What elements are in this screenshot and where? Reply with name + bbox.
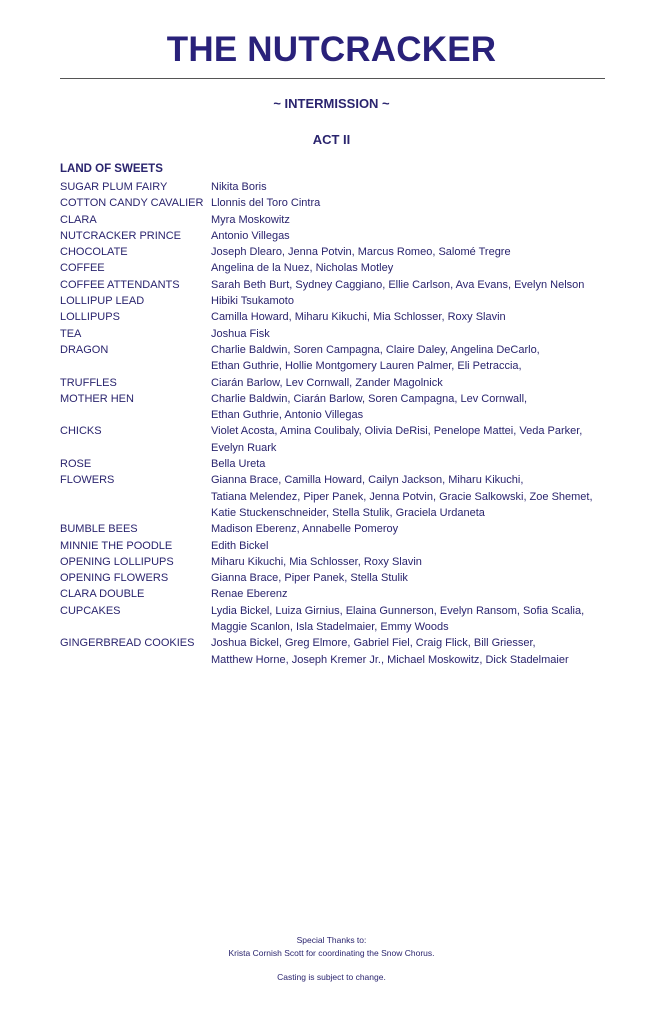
title-divider — [60, 78, 605, 79]
role-name: CLARA — [60, 213, 97, 226]
cast-row — [60, 570, 620, 586]
performer-names — [211, 260, 620, 276]
performer-names — [211, 277, 620, 293]
performer-names — [211, 326, 620, 342]
performer-line: Violet Acosta, Amina Coulibaly, Olivia DeRisi, Penelope Mattei, Veda Parker, — [211, 425, 583, 438]
performer-names — [211, 212, 620, 228]
performer-names — [211, 570, 620, 586]
cast-list — [60, 179, 620, 668]
cast-row — [60, 423, 620, 456]
cast-row — [60, 309, 620, 325]
performer-names — [211, 472, 620, 521]
role-name: MOTHER HEN — [60, 392, 134, 405]
performer-line: Llonnis del Toro Cintra — [211, 197, 321, 210]
act-label: ACT II — [312, 132, 351, 147]
role-name: FLOWERS — [60, 474, 115, 487]
role-name: LOLLIPUP LEAD — [60, 295, 145, 308]
cast-row — [60, 260, 620, 276]
performer-line: Angelina de la Nuez, Nicholas Motley — [211, 262, 394, 275]
cast-row — [60, 391, 620, 424]
performer-line: Gianna Brace, Piper Panek, Stella Stulik — [211, 572, 408, 585]
cast-row — [60, 277, 620, 293]
performer-names — [211, 423, 620, 456]
performer-names — [211, 538, 620, 554]
role-name: CLARA DOUBLE — [60, 588, 145, 601]
performer-names — [211, 635, 620, 668]
performer-line: Hibiki Tsukamoto — [211, 295, 294, 308]
role-name: ROSE — [60, 458, 92, 471]
role-name: CHICKS — [60, 425, 102, 438]
role-name: SUGAR PLUM FAIRY — [60, 181, 168, 193]
performer-names — [211, 309, 620, 325]
performer-line: Katie Stuckenschneider, Stella Stulik, Graciela Urdaneta — [211, 506, 485, 519]
performer-names — [211, 456, 620, 472]
cast-row — [60, 586, 620, 602]
role-name: OPENING LOLLIPUPS — [60, 555, 174, 568]
role-name: COTTON CANDY CAVALIER — [60, 197, 204, 210]
performer-line: Maggie Scanlon, Isla Stadelmaier, Emmy Woods — [211, 621, 449, 634]
performer-line: Evelyn Ruark — [211, 441, 277, 454]
performer-names — [211, 554, 620, 570]
cast-row — [60, 472, 620, 521]
role-name: NUTCRACKER PRINCE — [60, 229, 182, 242]
cast-row — [60, 456, 620, 472]
performer-names — [211, 342, 620, 375]
performer-names — [211, 375, 620, 391]
performer-names — [211, 521, 620, 537]
cast-row — [60, 244, 620, 260]
role-name: TRUFFLES — [60, 376, 117, 389]
intermission-label: ~ INTERMISSION ~ — [273, 96, 390, 111]
section-heading: LAND OF SWEETS — [60, 163, 163, 175]
performer-line: Ciarán Barlow, Lev Cornwall, Zander Magolnick — [211, 376, 443, 389]
role-name: GINGERBREAD COOKIES — [60, 637, 195, 650]
performer-line: Renae Eberenz — [211, 588, 288, 601]
performer-line: Antonio Villegas — [211, 229, 290, 242]
performer-names — [211, 293, 620, 309]
cast-row — [60, 212, 620, 228]
cast-row — [60, 375, 620, 391]
cast-row — [60, 635, 620, 668]
performer-names — [211, 179, 620, 195]
performer-line: Ethan Guthrie, Hollie Montgomery Lauren Palmer, Eli Petraccia, — [211, 360, 522, 373]
role-name: TEA — [60, 327, 82, 340]
performer-line: Tatiana Melendez, Piper Panek, Jenna Potvin, Gracie Salkowski, Zoe Shemet, — [211, 490, 593, 503]
performer-line: Joseph Dlearo, Jenna Potvin, Marcus Romeo, Salomé Tregre — [211, 246, 511, 259]
cast-row — [60, 521, 620, 537]
cast-row — [60, 554, 620, 570]
performer-names — [211, 244, 620, 260]
cast-row — [60, 342, 620, 375]
performer-line: Camilla Howard, Miharu Kikuchi, Mia Schlosser, Roxy Slavin — [211, 311, 506, 324]
performer-line: Joshua Fisk — [211, 327, 270, 340]
role-name: OPENING FLOWERS — [60, 572, 169, 585]
cast-row — [60, 603, 620, 636]
performer-names — [211, 195, 620, 211]
cast-row — [60, 179, 620, 195]
performer-line: Myra Moskowitz — [211, 213, 290, 226]
role-name: BUMBLE BEES — [60, 523, 138, 536]
role-name: COFFEE ATTENDANTS — [60, 278, 180, 291]
cast-row — [60, 538, 620, 554]
performer-line: Matthew Horne, Joseph Kremer Jr., Michael Moskowitz, Dick Stadelmaier — [211, 653, 569, 666]
performer-line: Lydia Bickel, Luiza Girnius, Elaina Gunnerson, Evelyn Ransom, Sofia Scalia, — [211, 604, 585, 617]
performer-line: Joshua Bickel, Greg Elmore, Gabriel Fiel, Craig Flick, Bill Griesser, — [211, 637, 536, 650]
cast-row — [60, 228, 620, 244]
thanks-heading: Special Thanks to: — [296, 935, 367, 945]
role-name: LOLLIPUPS — [60, 311, 120, 324]
performer-line: Nikita Boris — [211, 181, 267, 193]
performer-names — [211, 586, 620, 602]
footer-spacer — [0, 959, 663, 971]
page-title: THE NUTCRACKER — [166, 30, 497, 69]
performer-names — [211, 603, 620, 636]
performer-line: Miharu Kikuchi, Mia Schlosser, Roxy Slavin — [211, 555, 422, 568]
performer-names — [211, 391, 620, 424]
performer-line: Madison Eberenz, Annabelle Pomeroy — [211, 523, 399, 536]
cast-row — [60, 195, 620, 211]
cast-row — [60, 326, 620, 342]
performer-line: Sarah Beth Burt, Sydney Caggiano, Ellie Carlson, Ava Evans, Evelyn Nelson — [211, 278, 585, 291]
role-name: MINNIE THE POODLE — [60, 539, 173, 552]
role-name: DRAGON — [60, 343, 109, 356]
cast-row — [60, 293, 620, 309]
performer-line: Edith Bickel — [211, 539, 269, 552]
role-name: CUPCAKES — [60, 604, 121, 617]
casting-disclaimer: Casting is subject to change. — [277, 972, 386, 982]
role-name: COFFEE — [60, 262, 105, 275]
performer-line: Ethan Guthrie, Antonio Villegas — [211, 409, 364, 422]
performer-line: Gianna Brace, Camilla Howard, Cailyn Jackson, Miharu Kikuchi, — [211, 474, 524, 487]
performer-line: Charlie Baldwin, Soren Campagna, Claire Daley, Angelina DeCarlo, — [211, 343, 540, 356]
performer-line: Charlie Baldwin, Ciarán Barlow, Soren Campagna, Lev Cornwall, — [211, 392, 528, 405]
thanks-text: Krista Cornish Scott for coordinating the Snow Chorus. — [228, 947, 435, 958]
role-name: CHOCOLATE — [60, 246, 128, 259]
footer — [0, 934, 663, 984]
performer-line: Bella Ureta — [211, 458, 266, 471]
performer-names — [211, 228, 620, 244]
